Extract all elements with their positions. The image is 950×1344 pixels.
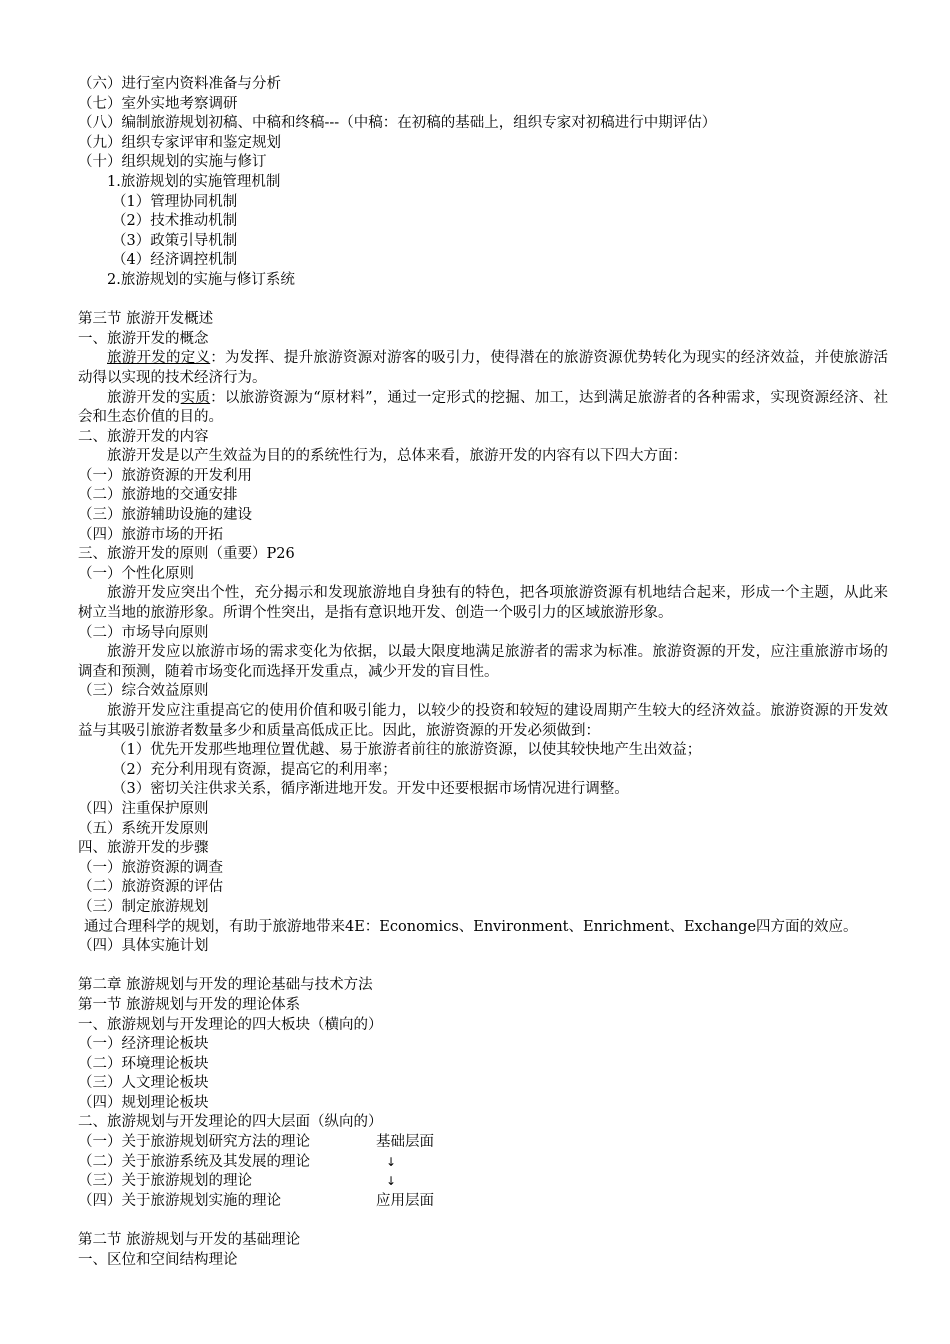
list-item: （二）旅游资源的评估 xyxy=(78,879,223,896)
list-item: （三）旅游辅助设施的建设 xyxy=(78,507,252,524)
list-item: （八）编制旅游规划初稿、中稿和终稿---（中稿：在初稿的基础上，组织专家对初稿进行中期评估） xyxy=(78,115,717,132)
list-item: （1）管理协同机制 xyxy=(112,193,238,210)
list-item: （九）组织专家评审和鉴定规划 xyxy=(78,134,281,151)
level-row xyxy=(78,1133,888,1153)
chapter-title: 第二章 旅游规划与开发的理论基础与技术方法 xyxy=(78,977,373,994)
heading: 一、区位和空间结构理论 xyxy=(78,1251,238,1268)
principle-text: 旅游开发应注重提高它的使用价值和吸引能力，以较少的投资和较短的建设周期产生较大的经济效益。旅游资源的开发效益与其吸引旅游者数量多少和质量高低成正比。因此，旅游资源的开发必须做到： xyxy=(78,703,888,739)
list-item: （3）政策引导机制 xyxy=(112,232,238,249)
list-item: （1）优先开发那些地理位置优越、易于旅游者前往的旅游资源，以使其较快地产生出效益； xyxy=(112,742,702,759)
list-item: （4）经济调控机制 xyxy=(112,252,238,269)
principle-text: 旅游开发应突出个性，充分揭示和发现旅游地自身独有的特色，把各项旅游资源有机地结合起来，形成一个主题，从此来树立当地的旅游形象。所谓个性突出，是指有意识地开发、创造一个吸引力的区域旅游形象。 xyxy=(78,585,888,622)
list-item: （四）旅游市场的开拓 xyxy=(78,526,223,543)
spacer xyxy=(78,957,888,977)
arrow-cell xyxy=(376,1153,576,1173)
level-name: （四）关于旅游规划实施的理论 xyxy=(78,1192,281,1209)
heading: 一、旅游规划与开发理论的四大板块（横向的） xyxy=(78,1016,383,1033)
definition-paragraph xyxy=(78,349,888,388)
spacer xyxy=(78,1211,888,1231)
essence-label: 实质 xyxy=(180,389,211,406)
heading: 三、旅游开发的原则（重要）P26 xyxy=(78,546,295,563)
level-label: 应用层面 xyxy=(376,1192,434,1209)
list-item: （六）进行室内资料准备与分析 xyxy=(78,76,281,92)
list-item: （二）环境理论板块 xyxy=(78,1055,209,1072)
level-row xyxy=(78,1172,888,1192)
level-row xyxy=(78,1192,888,1212)
document-body xyxy=(78,75,888,1270)
principle-title: （五）系统开发原则 xyxy=(78,820,209,837)
level-label: 基础层面 xyxy=(376,1134,434,1151)
essence-text: ：以旅游资源为“原材料”，通过一定形式的挖掘、加工，达到满足旅游者的各种需求，实现资源经济、社会和生态价值的目的。 xyxy=(78,389,889,426)
level-name: （三）关于旅游规划的理论 xyxy=(78,1173,252,1190)
heading: 四、旅游开发的步骤 xyxy=(78,840,209,857)
definition-text: ：为发挥、提升旅游资源对游客的吸引力，使得潜在的旅游资源优势转化为现实的经济效益，并使旅游活动得以实现的技术经济行为。 xyxy=(78,350,889,386)
list-item: （四）规划理论板块 xyxy=(78,1094,209,1111)
spacer xyxy=(78,291,888,311)
heading: 二、旅游开发的内容 xyxy=(78,428,209,445)
paragraph: 旅游开发是以产生效益为目的的系统性行为，总体来看，旅游开发的内容有以下四大方面： xyxy=(107,448,687,465)
list-item: （一）旅游资源的调查 xyxy=(78,859,223,876)
step-note: 通过合理科学的规划，有助于旅游地带来4E：Economics、Environment、Enrichment、Exchange四方面的效应。 xyxy=(84,918,858,935)
heading: 一、旅游开发的概念 xyxy=(78,330,209,347)
arrow-cell xyxy=(376,1172,576,1192)
list-item: （二）旅游地的交通安排 xyxy=(78,487,238,504)
list-item: （一）经济理论板块 xyxy=(78,1036,209,1053)
heading: 二、旅游规划与开发理论的四大层面（纵向的） xyxy=(78,1114,383,1131)
list-item: （2）充分利用现有资源，提高它的利用率； xyxy=(112,761,397,778)
arrow-down-icon: ↓ xyxy=(386,1174,397,1189)
principle-title: （二）市场导向原则 xyxy=(78,624,209,641)
section-title: 第一节 旅游规划与开发的理论体系 xyxy=(78,996,301,1013)
sub-heading: 2.旅游规划的实施与修订系统 xyxy=(107,271,295,288)
principle-title: （三）综合效益原则 xyxy=(78,683,209,700)
list-item: （三）制定旅游规划 xyxy=(78,898,209,915)
arrow-down-icon: ↓ xyxy=(386,1154,397,1169)
list-item: （2）技术推动机制 xyxy=(112,213,238,230)
level-row xyxy=(78,1153,888,1173)
essence-prefix: 旅游开发的 xyxy=(107,389,181,406)
definition-label: 旅游开发的定义 xyxy=(107,350,211,367)
list-item: （三）人文理论板块 xyxy=(78,1075,209,1092)
list-item: （四）具体实施计划 xyxy=(78,938,209,955)
section-title: 第三节 旅游开发概述 xyxy=(78,311,214,328)
level-name: （二）关于旅游系统及其发展的理论 xyxy=(78,1153,310,1170)
principle-title: （四）注重保护原则 xyxy=(78,800,209,817)
essence-paragraph xyxy=(78,389,888,428)
principle-text: 旅游开发应以旅游市场的需求变化为依据，以最大限度地满足旅游者的需求为标准。旅游资源的开发，应注重旅游市场的调查和预测，随着市场变化而选择开发重点，减少开发的盲目性。 xyxy=(78,644,888,680)
section-title: 第二节 旅游规划与开发的基础理论 xyxy=(78,1232,301,1249)
list-item: （十）组织规划的实施与修订 xyxy=(78,154,267,171)
list-item: （一）旅游资源的开发利用 xyxy=(78,467,252,484)
list-item: （七）室外实地考察调研 xyxy=(78,95,238,112)
sub-heading: 1.旅游规划的实施管理机制 xyxy=(107,173,281,190)
list-item: （3）密切关注供求关系，循序渐进地开发。开发中还要根据市场情况进行调整。 xyxy=(112,781,629,798)
level-name: （一）关于旅游规划研究方法的理论 xyxy=(78,1134,310,1151)
principle-title: （一）个性化原则 xyxy=(78,565,194,582)
